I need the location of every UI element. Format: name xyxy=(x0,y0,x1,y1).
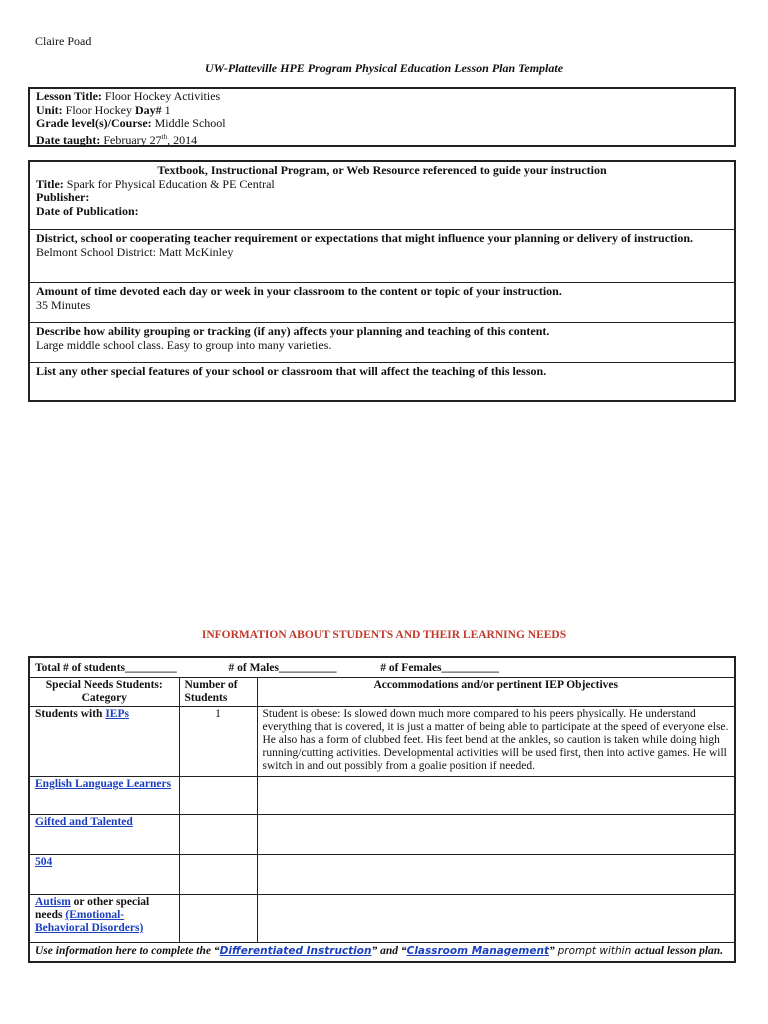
autism-notes-cell xyxy=(257,895,735,943)
autism-category-cell xyxy=(29,895,179,943)
date-label: Date taught: xyxy=(36,132,101,147)
resource-title-value: Spark for Physical Education & PE Central xyxy=(66,176,275,191)
publisher-label: Publisher: xyxy=(36,190,90,204)
district-section xyxy=(30,229,734,282)
autism-text: or other special needs xyxy=(35,896,150,921)
footer-text-start: Use information here to complete the “ xyxy=(35,945,220,957)
autism-link[interactable]: Autism xyxy=(35,896,71,908)
date-value-suffix: th xyxy=(161,132,168,141)
unit-label: Unit: xyxy=(36,102,63,117)
date-value-main: February 27 xyxy=(103,132,162,147)
gifted-count-cell xyxy=(179,815,257,855)
resource-title-label: Title: xyxy=(36,176,64,191)
resource-heading: Textbook, Instructional Program, or Web Resource referenced to guide your instruction xyxy=(157,163,607,177)
time-heading: Amount of time devoted each day or week in your classroom to the content or topic of your instruction. xyxy=(36,284,562,298)
ell-count-cell xyxy=(179,777,257,815)
iep-link[interactable]: IEPs xyxy=(105,708,129,720)
grouping-section xyxy=(30,322,734,362)
date-line xyxy=(36,131,728,148)
ell-notes-cell xyxy=(257,777,735,815)
males-label: # of Males__________ xyxy=(228,662,337,674)
features-heading: List any other special features of your school or classroom that will affect the teaching of this lesson. xyxy=(36,364,547,378)
totals-cell xyxy=(29,657,735,678)
date-value-year: , 2014 xyxy=(167,132,198,147)
footer-text-prompt: prompt within xyxy=(557,945,635,957)
resource-title-line xyxy=(36,178,728,192)
accommodations-header: Accommodations and/or pertinent IEP Objectives xyxy=(257,678,735,707)
unit-value: Floor Hockey xyxy=(65,102,132,117)
504-category-cell xyxy=(29,855,179,895)
504-notes-cell xyxy=(257,855,735,895)
day-label: Day# xyxy=(135,102,162,117)
grade-line xyxy=(36,117,728,131)
autism-count-cell xyxy=(179,895,257,943)
iep-category-cell xyxy=(29,707,179,777)
504-link[interactable]: 504 xyxy=(35,856,53,868)
students-section-heading: INFORMATION ABOUT STUDENTS AND THEIR LEARNING NEEDS xyxy=(201,629,567,641)
grouping-value: Large middle school class. Easy to group into many varieties. xyxy=(36,337,332,352)
table-row xyxy=(29,895,735,943)
iep-notes-cell: Student is obese: Is slowed down much more compared to his peers physically. He understand everything that is covered, it is just a matter of being able to participate at the speed of everyone else. He also has a form of clubbed feet. His feet bend at the ankles, so caution is taken while doing high running/cutting activities. Developmental activities will be used first, then into active games. He will switch in and out possibly from a goalie position if needed. xyxy=(257,707,735,777)
table-row xyxy=(29,707,735,777)
features-section xyxy=(30,362,734,400)
table-row xyxy=(29,777,735,815)
ell-category-cell xyxy=(29,777,179,815)
count-header: Number of Students xyxy=(179,678,257,707)
differentiated-instruction-link[interactable]: Differentiated Instruction xyxy=(219,945,372,957)
lesson-title-line xyxy=(36,90,728,104)
header-row xyxy=(29,678,735,707)
gifted-link[interactable]: Gifted and Talented xyxy=(35,816,133,828)
footer-text-mid: ” and “ xyxy=(371,945,407,957)
reference-box xyxy=(28,160,736,402)
grouping-heading: Describe how ability grouping or tracking (if any) affects your planning and teaching of this content. xyxy=(36,324,550,338)
publication-date-label: Date of Publication: xyxy=(36,203,139,218)
resource-section xyxy=(30,162,734,229)
grade-value: Middle School xyxy=(154,116,226,130)
grade-label: Grade level(s)/Course: xyxy=(36,116,152,130)
footer-cell xyxy=(29,943,735,963)
gifted-category-cell xyxy=(29,815,179,855)
date-value xyxy=(103,133,197,147)
unit-line xyxy=(36,104,728,118)
table-row xyxy=(29,855,735,895)
time-section xyxy=(30,282,734,322)
lesson-info-box xyxy=(28,87,736,147)
gifted-notes-cell xyxy=(257,815,735,855)
day-value: 1 xyxy=(164,102,171,117)
iep-count-cell: 1 xyxy=(179,707,257,777)
iep-prefix: Students with xyxy=(35,708,106,720)
footer-text-quote: ” xyxy=(549,945,558,957)
classroom-management-link[interactable]: Classroom Management xyxy=(406,945,549,957)
footer-text-end: actual lesson plan. xyxy=(634,945,724,957)
lesson-title-label: Lesson Title: xyxy=(36,89,102,103)
category-header: Special Needs Students: Category xyxy=(29,678,179,707)
time-value: 35 Minutes xyxy=(36,297,91,312)
table-row xyxy=(29,815,735,855)
district-value: Belmont School District: Matt McKinley xyxy=(36,244,234,259)
totals-row xyxy=(29,657,735,678)
females-label: # of Females__________ xyxy=(380,662,500,674)
document-title: UW-Platteville HPE Program Physical Education Lesson Plan Template xyxy=(204,61,564,75)
total-students-label: Total # of students_________ xyxy=(35,662,177,674)
ell-link[interactable]: English Language Learners xyxy=(35,778,172,790)
lesson-title-value: Floor Hockey Activities xyxy=(104,89,221,103)
504-count-cell xyxy=(179,855,257,895)
author-name: Claire Poad xyxy=(35,34,92,48)
students-table xyxy=(28,656,736,963)
ebd-link[interactable]: (Emotional-Behavioral Disorders) xyxy=(35,909,144,934)
footer-row xyxy=(29,943,735,963)
district-heading: District, school or cooperating teacher requirement or expectations that might influence your planning or delivery of instruction. xyxy=(36,231,694,245)
